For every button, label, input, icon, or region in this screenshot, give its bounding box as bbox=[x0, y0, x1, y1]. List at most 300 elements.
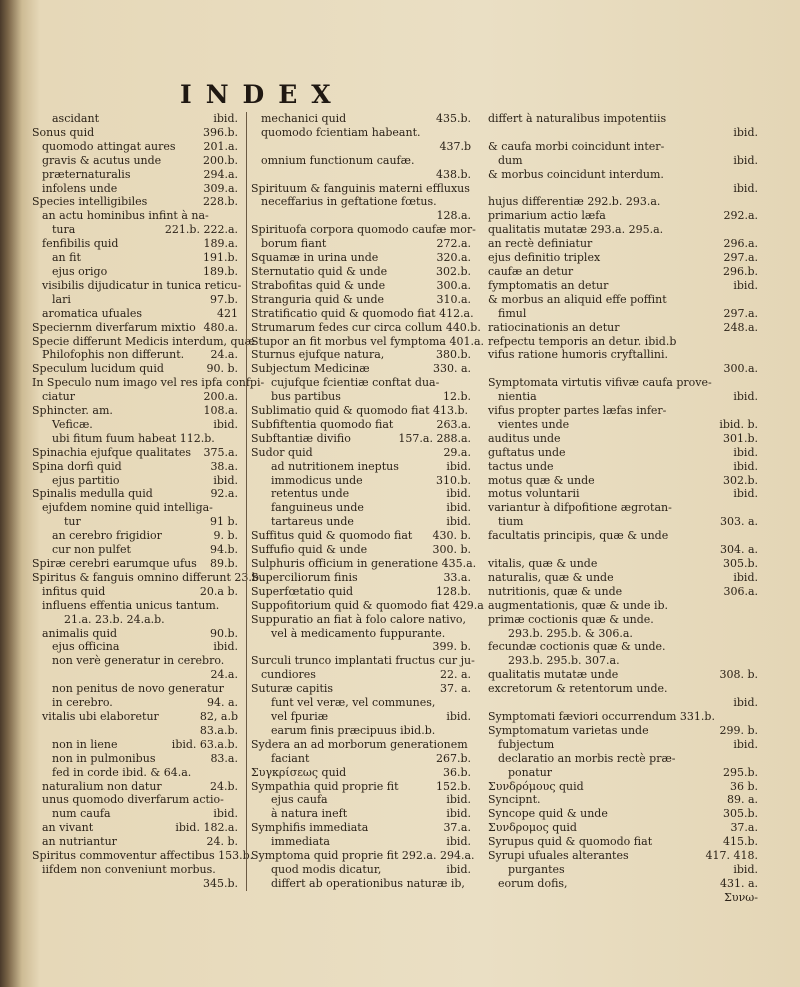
entry-term: retentus unde bbox=[271, 487, 350, 501]
index-entry bbox=[32, 278, 242, 293]
index-entry bbox=[488, 543, 758, 557]
index-entry bbox=[251, 654, 475, 668]
entry-term: cundiores bbox=[261, 668, 316, 682]
entry-reference: ibid. bbox=[213, 417, 238, 431]
entry-term: Subftantiæ divifio bbox=[251, 431, 351, 445]
entry-reference: ibid. bbox=[733, 445, 758, 459]
index-entry bbox=[32, 182, 238, 196]
entry-term: Veficæ. bbox=[52, 417, 93, 431]
entry-reference: 24.a. bbox=[210, 668, 238, 682]
entry-reference: 191.b. bbox=[202, 251, 238, 265]
index-entry bbox=[488, 404, 758, 418]
index-entry bbox=[488, 710, 758, 724]
index-entry bbox=[488, 279, 758, 293]
entry-term: neceffarius in geftatione fœtus. bbox=[261, 195, 437, 209]
index-entry bbox=[251, 877, 471, 891]
entry-term: facultatis principis, quæ & unde bbox=[488, 529, 669, 543]
entry-term: eorum dofis, bbox=[498, 876, 568, 890]
index-entry bbox=[251, 543, 471, 557]
entry-term: Sydera an ad morborum generationem bbox=[251, 737, 468, 751]
entry-term: Syrupus quid & quomodo fiat bbox=[488, 835, 653, 849]
entry-term: Spirituum & fanguinis materni effluxus bbox=[251, 181, 470, 195]
entry-term: & caufa morbi coincidunt inter- bbox=[488, 139, 665, 153]
entry-reference: 157.a. 288.a. bbox=[398, 431, 471, 445]
index-entry bbox=[488, 863, 758, 877]
entry-reference: 9. b. bbox=[213, 529, 238, 543]
index-entry bbox=[488, 654, 758, 668]
index-entry bbox=[488, 793, 758, 807]
index-entry bbox=[251, 112, 471, 126]
entry-reference: 200.a. bbox=[203, 390, 238, 404]
index-entry bbox=[488, 752, 758, 766]
entry-term: variantur à difpofitione ægrotan- bbox=[488, 501, 672, 515]
entry-reference: 431. a. bbox=[719, 876, 758, 890]
entry-term: Spirituofa corpora quomodo caufæ mor- bbox=[251, 223, 476, 237]
index-entry bbox=[488, 891, 758, 905]
entry-term: vifus ratione humoris cryftallini. bbox=[488, 348, 668, 362]
index-entry bbox=[32, 140, 238, 154]
entry-reference: ibid. bbox=[733, 696, 758, 710]
entry-term: guftatus unde bbox=[488, 445, 566, 459]
index-entry bbox=[32, 209, 238, 223]
index-entry bbox=[32, 376, 265, 390]
index-entry bbox=[488, 195, 758, 209]
entry-reference: ibid. bbox=[213, 473, 238, 487]
entry-term: ejus officina bbox=[52, 640, 120, 654]
entry-term: Syncipnt. bbox=[488, 793, 541, 807]
index-entry bbox=[251, 863, 471, 877]
entry-reference: 435.b. bbox=[435, 112, 471, 125]
entry-reference: 200.b. bbox=[202, 153, 238, 167]
entry-term: Speciernm diverfarum mixtio bbox=[32, 320, 196, 334]
entry-term: tium bbox=[498, 515, 524, 529]
entry-term: Subjectum Medicinæ bbox=[251, 362, 370, 376]
entry-term: fubjectum bbox=[498, 737, 555, 751]
entry-term: ejus definitio triplex bbox=[488, 251, 601, 265]
index-entry bbox=[488, 557, 758, 571]
entry-term: & morbus an aliquid effe poffint bbox=[488, 292, 667, 306]
entry-term: refpectu temporis an detur. ibid.b bbox=[488, 334, 677, 348]
entry-reference: 305.b. bbox=[722, 807, 758, 821]
entry-term: Subfiftentia quomodo fiat bbox=[251, 417, 394, 431]
entry-term: Spina dorfi quid bbox=[32, 459, 122, 473]
index-entry bbox=[251, 487, 471, 501]
index-column-3 bbox=[488, 112, 758, 905]
entry-term: Suppuratio an fiat à folo calore nativo, bbox=[251, 612, 467, 626]
index-entry bbox=[251, 348, 471, 362]
entry-term: num caufa bbox=[52, 807, 111, 821]
entry-reference: 108.a. bbox=[203, 404, 238, 418]
entry-term: Symphifis immediata bbox=[251, 821, 369, 835]
entry-term: præternaturalis bbox=[42, 167, 131, 181]
entry-term: ponatur bbox=[508, 765, 553, 779]
index-entry bbox=[488, 613, 758, 627]
entry-reference: ibid. bbox=[213, 807, 238, 821]
index-entry bbox=[32, 654, 238, 668]
index-entry bbox=[488, 376, 758, 390]
index-entry bbox=[251, 126, 471, 140]
index-entry bbox=[251, 293, 471, 307]
entry-reference: 375.a. bbox=[203, 445, 238, 459]
page-header: INDEX bbox=[180, 80, 345, 109]
entry-reference: 82, a.b bbox=[199, 709, 238, 723]
entry-term: nutritionis, quæ & unde bbox=[488, 584, 623, 598]
index-entry bbox=[488, 432, 758, 446]
entry-reference: ibid. bbox=[733, 390, 758, 404]
index-entry bbox=[251, 334, 485, 349]
index-entry bbox=[488, 571, 758, 585]
entry-term: an fit bbox=[52, 251, 81, 265]
entry-reference: 221.b. 222.a. bbox=[164, 223, 238, 237]
entry-term: non verè generatur in cerebro. bbox=[52, 654, 225, 668]
index-entry bbox=[251, 390, 471, 404]
entry-term: motus quæ & unde bbox=[488, 473, 595, 487]
index-entry bbox=[488, 807, 758, 821]
entry-reference: 94. a. bbox=[206, 696, 238, 710]
index-entry bbox=[251, 571, 471, 585]
entry-reference: ibid. bbox=[446, 501, 471, 515]
entry-reference: 90.b. bbox=[209, 626, 238, 640]
entry-reference: 417. 418. bbox=[705, 849, 758, 863]
entry-term: lari bbox=[52, 292, 71, 306]
entry-reference: ibid. bbox=[213, 112, 238, 125]
entry-term: Specie differunt Medicis interdum, quæ bbox=[32, 334, 255, 348]
index-entry bbox=[32, 501, 238, 515]
index-entry bbox=[488, 390, 758, 404]
index-entry bbox=[251, 529, 471, 543]
index-entry bbox=[32, 237, 238, 251]
entry-term: Sphincter. am. bbox=[32, 404, 113, 418]
entry-term: Spiræ cerebri earumque ufus bbox=[32, 557, 197, 570]
entry-reference: ibid. bbox=[446, 487, 471, 501]
entry-term: vifus propter partes læfas infer- bbox=[488, 404, 667, 418]
entry-reference: 438.b. bbox=[435, 167, 471, 181]
index-entry bbox=[251, 168, 471, 182]
entry-reference: 300. b. bbox=[432, 543, 471, 557]
entry-reference: 36 b. bbox=[729, 779, 758, 793]
index-entry bbox=[32, 529, 238, 543]
entry-reference: ibid. bbox=[446, 807, 471, 821]
entry-term: cur non pulfet bbox=[52, 543, 131, 557]
entry-reference: ibid. bbox=[733, 737, 758, 751]
entry-reference: 272.a. bbox=[436, 237, 471, 251]
entry-term: In Speculo num imago vel res ipfa confpi- bbox=[32, 376, 265, 390]
entry-reference: 320.a. bbox=[436, 251, 471, 265]
entry-term: & morbus coincidunt interdum. bbox=[488, 167, 664, 181]
index-entry bbox=[32, 307, 238, 321]
index-entry bbox=[488, 487, 758, 501]
entry-reference: 296.b. bbox=[722, 264, 758, 278]
entry-reference: ibid. b. bbox=[719, 417, 758, 431]
index-entry bbox=[32, 293, 238, 307]
index-entry bbox=[488, 251, 758, 265]
entry-term: ciatur bbox=[42, 390, 75, 404]
entry-reference: 128.b. bbox=[435, 584, 471, 598]
entry-term: Syrupi ufuales alterantes bbox=[488, 849, 629, 863]
index-entry bbox=[488, 307, 758, 321]
entry-term: Sudor quid bbox=[251, 445, 313, 459]
index-entry bbox=[488, 585, 758, 599]
index-entry bbox=[488, 529, 758, 543]
entry-reference: 301.b. bbox=[722, 431, 758, 445]
index-entry bbox=[32, 432, 238, 446]
index-entry bbox=[251, 710, 471, 724]
index-entry bbox=[251, 265, 471, 279]
entry-term: Sturnus ejufque natura, bbox=[251, 348, 385, 362]
index-entry bbox=[251, 154, 471, 168]
entry-term: Symptomatum varietas unde bbox=[488, 723, 649, 737]
entry-term: omnium functionum caufæ. bbox=[261, 153, 415, 167]
index-entry bbox=[32, 807, 238, 821]
index-entry bbox=[32, 557, 238, 571]
index-column-1 bbox=[32, 112, 265, 891]
entry-reference: 152.b. bbox=[435, 779, 471, 793]
entry-reference: 37.a. bbox=[730, 821, 758, 835]
index-entry bbox=[32, 474, 238, 488]
entry-term: immodicus unde bbox=[271, 473, 363, 487]
index-entry bbox=[32, 515, 238, 529]
index-entry bbox=[32, 835, 238, 849]
entry-reference: 399. b. bbox=[432, 640, 471, 654]
entry-term: Spiritus & fanguis omnino differunt 23.b. bbox=[32, 570, 263, 584]
entry-term: fymptomatis an detur bbox=[488, 278, 609, 292]
entry-reference: 294.a. bbox=[203, 167, 238, 181]
entry-term: 293.b. 295.b. & 306.a. bbox=[508, 626, 633, 640]
entry-reference: 83.a. bbox=[210, 751, 238, 765]
index-entry bbox=[32, 223, 238, 237]
entry-term: qualitatis mutatæ 293.a. 295.a. bbox=[488, 223, 664, 237]
index-entry bbox=[488, 515, 758, 529]
entry-term: animalis quid bbox=[42, 626, 118, 640]
index-entry bbox=[251, 807, 471, 821]
index-entry bbox=[32, 487, 238, 501]
entry-term: mechanici quid bbox=[261, 112, 347, 125]
entry-term: Surculi trunco implantati fructus cur ju- bbox=[251, 654, 475, 668]
entry-reference: 189.b. bbox=[202, 264, 238, 278]
index-entry bbox=[488, 849, 758, 863]
index-entry bbox=[32, 321, 238, 335]
entry-reference: 38.a. bbox=[210, 459, 238, 473]
index-entry bbox=[32, 570, 263, 585]
entry-term: an nutriantur bbox=[42, 835, 117, 849]
entry-reference: 128.a. bbox=[436, 209, 471, 223]
entry-reference: 37. a. bbox=[439, 682, 471, 696]
entry-term: Superciliorum finis bbox=[251, 570, 358, 584]
entry-term: fenfibilis quid bbox=[42, 237, 119, 251]
index-entry bbox=[251, 237, 471, 251]
index-entry bbox=[251, 696, 471, 710]
index-entry bbox=[488, 501, 758, 515]
index-entry bbox=[32, 682, 238, 696]
index-entry bbox=[488, 112, 758, 126]
index-entry bbox=[251, 501, 471, 515]
entry-term: Spinachia ejufque qualitates bbox=[32, 445, 192, 459]
index-entry bbox=[251, 140, 471, 154]
index-entry bbox=[488, 182, 758, 196]
index-entry bbox=[32, 418, 238, 432]
entry-reference: 20.a b. bbox=[199, 584, 238, 598]
entry-term: augmentationis, quæ & unde ib. bbox=[488, 598, 669, 612]
index-entry bbox=[251, 668, 471, 682]
entry-reference: 300.a. bbox=[436, 278, 471, 292]
entry-term: Sulphuris officium in generatione 435.a. bbox=[251, 557, 477, 570]
index-entry bbox=[32, 154, 238, 168]
entry-term: influens effentia unicus tantum. bbox=[42, 598, 220, 612]
entry-term: Suffitus quid & quomodo fiat bbox=[251, 529, 413, 543]
index-entry bbox=[251, 766, 471, 780]
entry-term: fed in corde ibid. & 64.a. bbox=[52, 765, 192, 779]
index-entry bbox=[32, 877, 238, 891]
entry-reference: 437.b bbox=[439, 139, 471, 153]
entry-term: vitalis, quæ & unde bbox=[488, 557, 598, 570]
entry-term: vel fpuriæ bbox=[271, 709, 329, 723]
index-entry bbox=[251, 446, 471, 460]
entry-term: ratiocinationis an detur bbox=[488, 320, 620, 334]
index-entry bbox=[251, 474, 471, 488]
index-entry bbox=[251, 376, 471, 390]
index-entry bbox=[32, 446, 238, 460]
entry-reference: 430. b. bbox=[432, 529, 471, 543]
entry-reference: 302.b. bbox=[722, 473, 758, 487]
index-entry bbox=[251, 821, 471, 835]
entry-reference: ibid. bbox=[213, 640, 238, 654]
entry-term: infitus quid bbox=[42, 584, 106, 598]
index-entry bbox=[32, 849, 254, 863]
index-entry bbox=[488, 321, 758, 335]
index-entry bbox=[488, 668, 758, 682]
index-entry bbox=[488, 154, 758, 168]
entry-term: Sonus quid bbox=[32, 125, 95, 139]
index-entry bbox=[488, 682, 758, 696]
entry-term: hujus differentiæ 292.b. 293.a. bbox=[488, 195, 661, 209]
index-entry bbox=[488, 348, 758, 362]
entry-term: tactus unde bbox=[488, 459, 554, 473]
index-entry bbox=[488, 780, 758, 794]
entry-reference: ibid. bbox=[733, 487, 758, 501]
entry-term: Suppofitorium quid & quomodo fiat 429.a bbox=[251, 598, 484, 612]
index-entry bbox=[251, 223, 476, 237]
entry-reference: 33.a. bbox=[443, 570, 471, 584]
entry-reference: 302.b. bbox=[435, 264, 471, 278]
index-entry bbox=[488, 821, 758, 835]
entry-term: Συγκρίσεως quid bbox=[251, 765, 347, 779]
entry-reference: 306.a. bbox=[723, 584, 758, 598]
entry-reference: ibid. bbox=[733, 125, 758, 139]
index-entry bbox=[488, 223, 758, 237]
entry-term: in cerebro. bbox=[52, 696, 113, 710]
entry-reference: 380.b. bbox=[435, 348, 471, 362]
entry-term: nientia bbox=[498, 390, 537, 404]
index-entry bbox=[488, 724, 758, 738]
index-entry bbox=[32, 112, 238, 126]
index-entry bbox=[32, 627, 238, 641]
index-entry bbox=[251, 557, 477, 571]
entry-reference: ibid. bbox=[446, 835, 471, 849]
index-entry bbox=[32, 168, 238, 182]
entry-reference: 345.b. bbox=[202, 876, 238, 890]
entry-reference: ibid. bbox=[733, 181, 758, 195]
index-entry bbox=[32, 696, 238, 710]
index-entry bbox=[488, 599, 758, 613]
entry-term: ejus origo bbox=[52, 264, 108, 278]
entry-reference: 189.a. bbox=[203, 237, 238, 251]
index-column-2 bbox=[246, 112, 485, 891]
index-entry bbox=[32, 334, 255, 349]
entry-reference: 91 b. bbox=[209, 515, 238, 529]
index-entry bbox=[251, 682, 471, 696]
entry-term: fanguineus unde bbox=[271, 501, 364, 515]
index-entry bbox=[32, 362, 238, 376]
entry-term: caufæ an detur bbox=[488, 264, 574, 278]
entry-term: Suffufio quid & unde bbox=[251, 543, 368, 557]
entry-reference: 97.b. bbox=[209, 292, 238, 306]
entry-term: differt à naturalibus impotentiis bbox=[488, 112, 667, 125]
entry-term: motus voluntarii bbox=[488, 487, 580, 501]
entry-term: Spiritus commoventur affectibus 153.b. bbox=[32, 849, 254, 863]
index-entry bbox=[488, 446, 758, 460]
entry-reference: 12.b. bbox=[442, 390, 471, 404]
entry-reference: ibid. 182.a. bbox=[175, 821, 238, 835]
entry-term: an cerebro frigidior bbox=[52, 529, 162, 543]
entry-reference: ibid. bbox=[733, 278, 758, 292]
entry-term: Συνδρόμους quid bbox=[488, 779, 584, 793]
entry-term: an rectè definiatur bbox=[488, 237, 593, 251]
entry-reference: 94.b. bbox=[209, 543, 238, 557]
entry-reference: 421 bbox=[217, 306, 238, 320]
index-entry bbox=[251, 640, 471, 654]
index-entry bbox=[32, 404, 238, 418]
entry-reference: 304. a. bbox=[719, 543, 758, 557]
index-entry bbox=[251, 279, 471, 293]
entry-term: funt vel veræ, vel communes, bbox=[271, 696, 436, 710]
index-entry bbox=[488, 640, 758, 654]
entry-term: quomodo fcientiam habeant. bbox=[261, 125, 421, 139]
index-entry bbox=[251, 418, 471, 432]
entry-reference: 201.a. bbox=[203, 139, 238, 153]
index-entry bbox=[32, 780, 238, 794]
entry-reference: 228.b. bbox=[202, 195, 238, 209]
entry-term: vel à medicamento fuppurante. bbox=[271, 626, 446, 640]
entry-reference: ibid. bbox=[733, 459, 758, 473]
entry-reference: 248.a. bbox=[723, 320, 758, 334]
entry-term: naturalis, quæ & unde bbox=[488, 570, 614, 584]
entry-reference: ibid. bbox=[446, 793, 471, 807]
entry-term: Symptoma quid proprie fit 292.a. 294.a. bbox=[251, 849, 475, 863]
entry-term: primarium actio læfa bbox=[488, 209, 606, 223]
entry-term: bus partibus bbox=[271, 390, 341, 404]
entry-reference: 303. a. bbox=[719, 515, 758, 529]
entry-term: differt ab operationibus naturæ ib, bbox=[271, 876, 465, 890]
entry-reference: 24.a. bbox=[210, 348, 238, 362]
entry-term: declaratio an morbis rectè præ- bbox=[498, 751, 676, 765]
entry-reference: ibid. bbox=[733, 862, 758, 876]
entry-term: purgantes bbox=[508, 862, 565, 876]
index-entry bbox=[32, 126, 238, 140]
entry-term: Sternutatio quid & unde bbox=[251, 264, 388, 278]
entry-reference: ibid. bbox=[446, 515, 471, 529]
entry-term: primæ coctionis quæ & unde. bbox=[488, 612, 654, 626]
index-entry bbox=[488, 126, 758, 140]
index-entry bbox=[251, 195, 471, 209]
entry-reference: 310.a. bbox=[436, 292, 471, 306]
entry-term: quomodo attingat aures bbox=[42, 139, 176, 153]
entry-reference: ibid. bbox=[446, 459, 471, 473]
index-entry bbox=[488, 835, 758, 849]
entry-term: fimul bbox=[498, 306, 527, 320]
entry-term: infolens unde bbox=[42, 181, 118, 195]
entry-term: borum fiant bbox=[261, 237, 327, 251]
index-entry bbox=[32, 599, 238, 613]
